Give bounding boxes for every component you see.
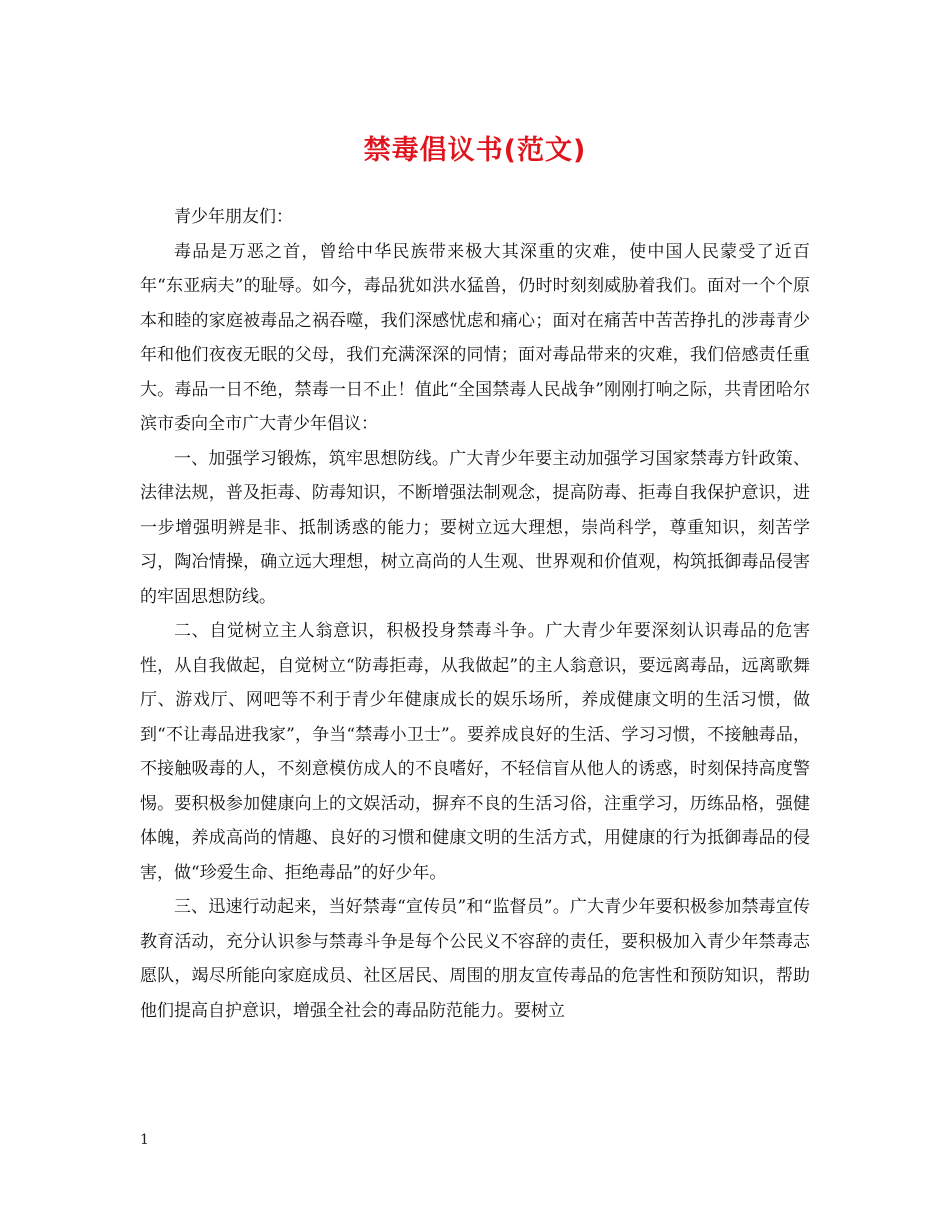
paragraph-intro: 毒品是万恶之首，曾给中华民族带来极大其深重的灾难，使中国人民蒙受了近百年“东亚病夫”的耻辱。如今，毒品犹如洪水猛兽，仍时时刻刻威胁着我们。面对一个个原本和睦的家庭被毒品之祸吞噬，我们深感忧虑和痛心；面对在痛苦中苦苦挣扎的涉毒青少年和他们夜夜无眠的父母，我们充满深深的同情；面对毒品带来的灾难，我们倍感责任重大。毒品一日不绝，禁毒一日不止！值此“全国禁毒人民战争”刚刚打响之际，共青团哈尔滨市委向全市广大青少年倡议： bbox=[140, 241, 810, 434]
document-body bbox=[140, 200, 810, 1028]
paragraph-point-1: 一、加强学习锻炼，筑牢思想防线。广大青少年要主动加强学习国家禁毒方针政策、法律法规，普及拒毒、防毒知识，不断增强法制观念，提高防毒、拒毒自我保护意识，进一步增强明辨是非、抵制诱惑的能力；要树立远大理想，崇尚科学，尊重知识，刻苦学习，陶冶情操，确立远大理想，树立高尚的人生观、世界观和价值观，构筑抵御毒品侵害的牢固思想防线。 bbox=[140, 448, 810, 607]
paragraph-point-2: 二、自觉树立主人翁意识，积极投身禁毒斗争。广大青少年要深刻认识毒品的危害性，从自我做起，自觉树立“防毒拒毒，从我做起”的主人翁意识，要远离毒品，远离歌舞厅、游戏厅、网吧等不利于青少年健康成长的娱乐场所，养成健康文明的生活习惯，做到“不让毒品进我家”，争当“禁毒小卫士”。要养成良好的生活、学习习惯，不接触毒品，不接触吸毒的人，不刻意模仿成人的不良嗜好，不轻信盲从他人的诱惑，时刻保持高度警惕。要积极参加健康向上的文娱活动，摒弃不良的生活习俗，注重学习，历练品格，强健体魄，养成高尚的情趣、良好的习惯和健康文明的生活方式，用健康的行为抵御毒品的侵害，做“珍爱生命、拒绝毒品”的好少年。 bbox=[140, 621, 810, 883]
paragraph-point-3: 三、迅速行动起来，当好禁毒“宣传员”和“监督员”。广大青少年要积极参加禁毒宣传教育活动，充分认识参与禁毒斗争是每个公民义不容辞的责任，要积极加入青少年禁毒志愿队，竭尽所能向家庭成员、社区居民、周围的朋友宣传毒品的危害性和预防知识，帮助他们提高自护意识，增强全社会的毒品防范能力。要树立 bbox=[140, 897, 810, 1021]
document-title: 禁毒倡议书(范文) bbox=[363, 135, 587, 166]
salutation: 青少年朋友们： bbox=[174, 207, 293, 227]
page-number: 1 bbox=[140, 1132, 149, 1148]
